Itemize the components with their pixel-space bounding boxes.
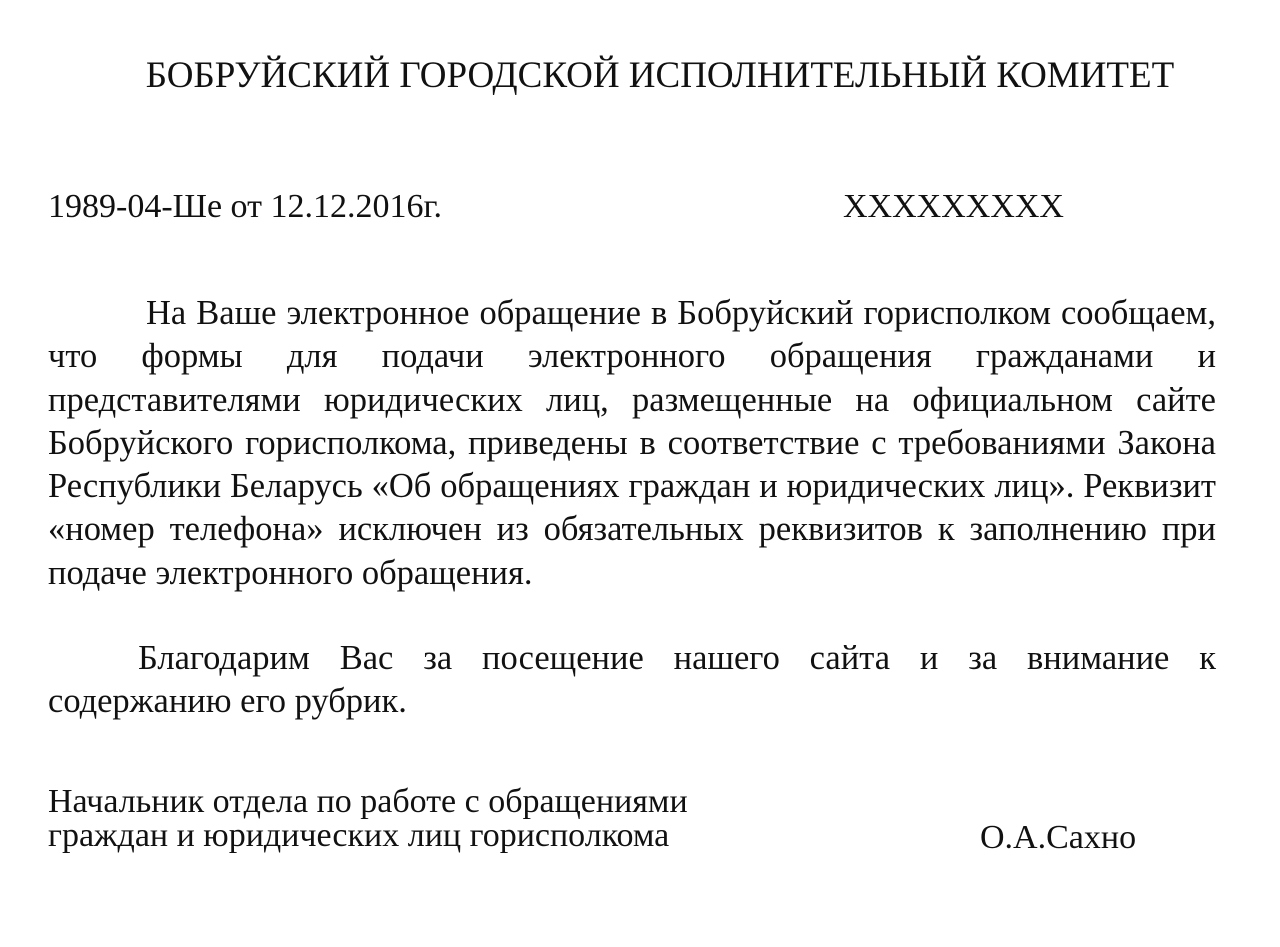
body-paragraph-main: На Ваше электронное обращение в Бобруйский горисполком сообщаем, что формы для подачи электронного обращения гражданами и представителями юридических лиц, размещенные на официальном сайте Бобруйского горисполкома, приведены в соответствие с требованиями Закона Республики Беларусь «Об обращениях граждан и юридических лиц». Реквизит «номер телефона» исключен из обязательных реквизитов к заполнению при подаче электронного обращения. bbox=[48, 294, 1216, 592]
body-paragraph-thanks: Благодарим Вас за посещение нашего сайта и за внимание к содержанию его рубрик. bbox=[48, 639, 1216, 721]
organization-title: БОБРУЙСКИЙ ГОРОДСКОЙ ИСПОЛНИТЕЛЬНЫЙ КОМИТЕТ bbox=[145, 55, 1175, 96]
signer-position-line-1: Начальник отдела по работе с обращениями bbox=[48, 783, 688, 820]
signer-name: О.А.Сахно bbox=[980, 819, 1137, 856]
reference-number: 1989-04-Ше от 12.12.2016г. bbox=[48, 188, 443, 225]
addressee: XXXXXXXXX bbox=[843, 188, 1064, 225]
signer-position bbox=[48, 785, 688, 853]
signer-position-line-2: граждан и юридических лиц горисполкома bbox=[48, 817, 670, 854]
